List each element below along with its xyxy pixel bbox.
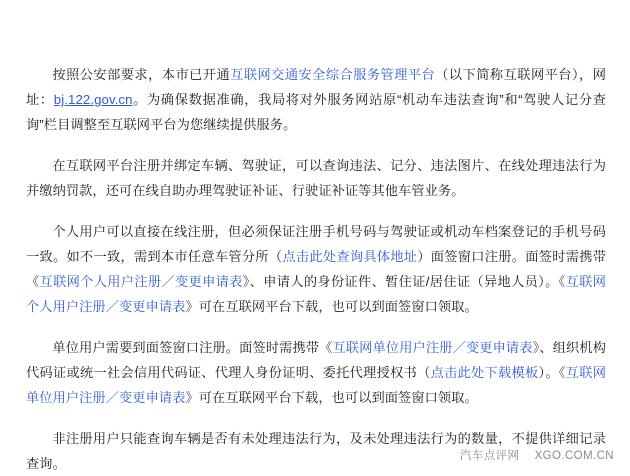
inline-link[interactable]: 互联网交通安全综合服务管理平台 <box>230 67 436 82</box>
text-run: 在互联网平台注册并绑定车辆、驾驶证，可以查询违法、记分、违法图片、在线处理违法行为并缴纳罚款，还可在线自助办理驾驶证补证、行驶证补证等其他车管业务。 <box>26 158 606 198</box>
inline-link[interactable]: 点击此处查询具体地址 <box>282 249 418 264</box>
text-run: （以下简称互联网平台），网址： <box>26 67 606 107</box>
text-run: 个人用户可以直接在线注册，但必须保证注册手机号码与驾驶证或机动车档案登记的手机号码一致。如不一致，需到本市任意车管分所（ <box>26 224 606 264</box>
paragraph-2 <box>26 153 606 203</box>
inline-link[interactable]: 点击此处下载模板 <box>430 365 539 380</box>
text-run: 》、申请人的身份证件、暂住证/居住证（异地人员）。《 <box>242 274 566 289</box>
inline-link[interactable]: 互联网个人用户注册／变更申请表 <box>39 274 243 289</box>
paragraph-3 <box>26 219 606 319</box>
paragraph-4 <box>26 335 606 410</box>
text-run: ）。《 <box>538 365 566 380</box>
watermark-footer <box>460 447 614 463</box>
paragraph-1 <box>26 62 606 137</box>
inline-link[interactable]: 互联网个人用户注册／变更申请表 <box>26 274 606 314</box>
text-run: 》、组织机构代码证或统一社会信用代码证、代理人身份证明、委托代理授权书（ <box>26 340 606 380</box>
text-run: ）面签窗口注册。面签时需携带《 <box>26 249 607 289</box>
text-run: 》可在互联网平台下载，也可以到面签窗口领取。 <box>185 390 478 405</box>
text-run: 按照公安部要求，本市已开通 <box>52 67 231 82</box>
inline-link[interactable]: 互联网单位用户注册／变更申请表 <box>332 340 533 355</box>
footer-site: XGO.COM.CN <box>534 450 614 462</box>
text-run: 。为确保数据准确，我局将对外服务网站原“机动车违法查询”和“驾驶人记分查询”栏目调整至互联网平台为您继续提供服务。 <box>26 92 606 132</box>
text-run: 》可在互联网平台下载，也可以到面签窗口领取。 <box>185 299 478 314</box>
text-run: 非注册用户只能查询车辆是否有未处理违法行为，及未处理违法行为的数量，不提供详细记录查询。 <box>26 431 606 471</box>
text-run: 单位用户需要到面签窗口注册。面签时需携带《 <box>52 340 333 355</box>
footer-brand: 汽车点评网 <box>459 450 520 462</box>
document-body <box>26 62 606 476</box>
inline-link[interactable]: 互联网单位用户注册／变更申请表 <box>26 365 606 405</box>
inline-link-url[interactable]: bj.122.gov.cn <box>53 92 133 107</box>
